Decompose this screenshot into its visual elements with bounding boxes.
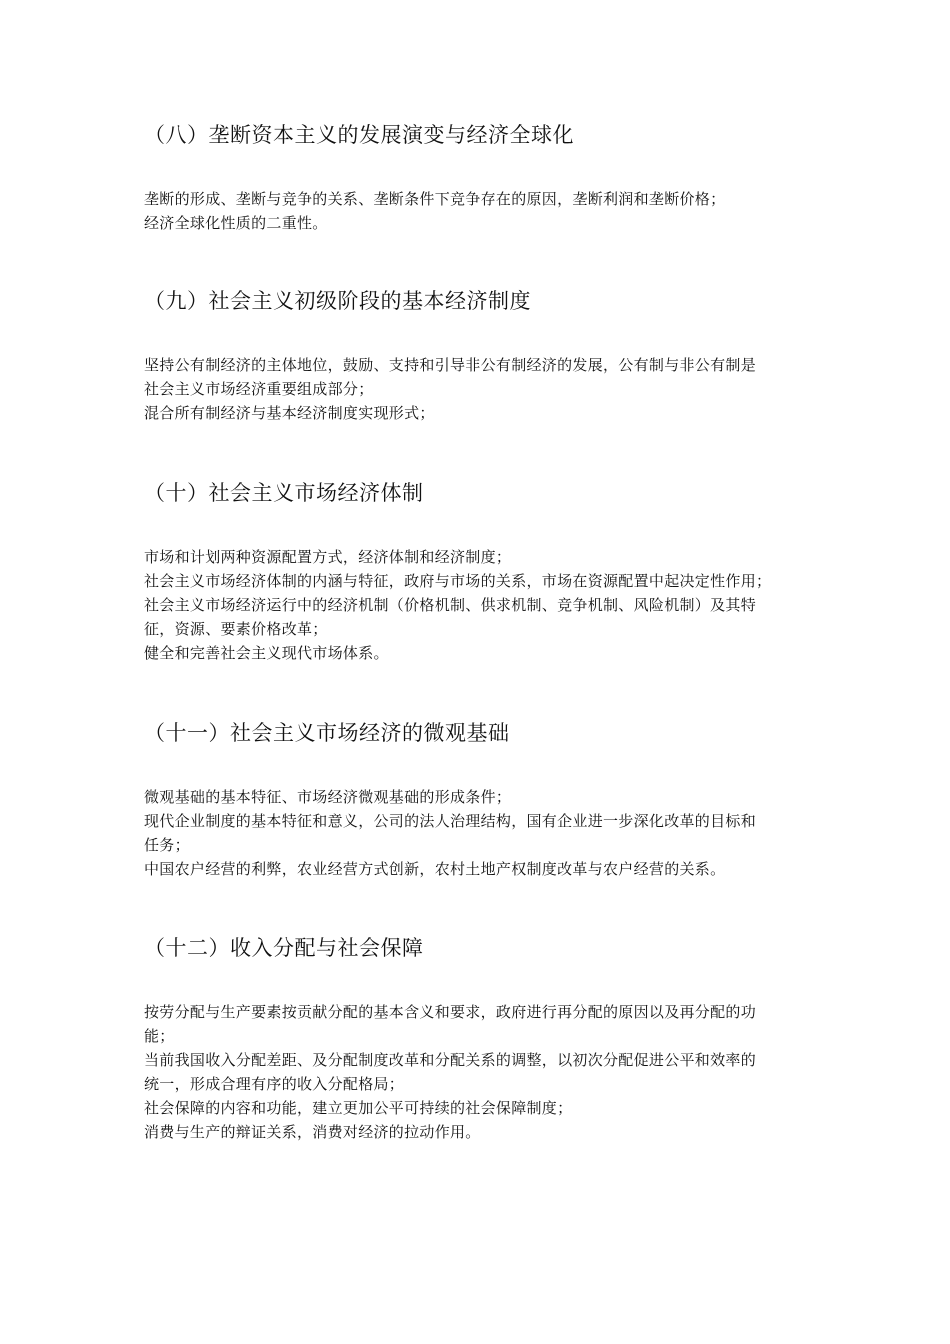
section-micro-foundation (144, 719, 814, 878)
body-line: 社会保障的内容和功能，建立更加公平可持续的社会保障制度； (144, 1099, 573, 1117)
body-line: 任务； (144, 836, 190, 854)
body-line: 能； (144, 1027, 175, 1045)
section-body (144, 187, 725, 235)
section-body (144, 785, 756, 881)
body-line: 社会主义市场经济重要组成部分； (144, 380, 374, 398)
body-line: 垄断的形成、垄断与竞争的关系、垄断条件下竞争存在的原因，垄断利润和垄断价格； (144, 190, 726, 208)
body-line: 当前我国收入分配差距、及分配制度改革和分配关系的调整，以初次分配促进公平和效率的 (144, 1051, 757, 1069)
body-line: 消费与生产的辩证关系，消费对经济的拉动作用。 (144, 1123, 481, 1141)
body-line: 坚持公有制经济的主体地位，鼓励、支持和引导非公有制经济的发展，公有制与非公有制是 (144, 356, 757, 374)
body-line: 经济全球化性质的二重性。 (144, 214, 328, 232)
body-line: 混合所有制经济与基本经济制度实现形式； (144, 404, 435, 422)
section-market-economy-system (144, 479, 814, 662)
section-body (144, 545, 771, 665)
body-line: 社会主义市场经济体制的内涵与特征，政府与市场的关系，市场在资源配置中起决定性作用； (144, 572, 772, 590)
body-line: 按劳分配与生产要素按贡献分配的基本含义和要求，政府进行再分配的原因以及再分配的功 (144, 1003, 757, 1021)
body-line: 市场和计划两种资源配置方式，经济体制和经济制度； (144, 548, 512, 566)
body-line: 社会主义市场经济运行中的经济机制（价格机制、供求机制、竞争机制、风险机制）及其特 (144, 596, 757, 614)
body-line: 统一，形成合理有序的收入分配格局； (144, 1075, 405, 1093)
body-line: 征，资源、要素价格改革； (144, 620, 328, 638)
section-monopoly-capitalism (144, 121, 814, 232)
body-line: 中国农户经营的利弊，农业经营方式创新，农村土地产权制度改革与农户经营的关系。 (144, 860, 726, 878)
section-heading: （十）社会主义市场经济体制 (144, 481, 424, 505)
section-body (144, 353, 756, 425)
section-income-distribution (144, 934, 814, 1141)
section-body (144, 1000, 756, 1144)
body-line: 健全和完善社会主义现代市场体系。 (144, 644, 389, 662)
body-line: 微观基础的基本特征、市场经济微观基础的形成条件； (144, 788, 512, 806)
section-heading: （九）社会主义初级阶段的基本经济制度 (144, 289, 531, 313)
section-heading: （十一）社会主义市场经济的微观基础 (144, 721, 510, 745)
section-basic-economic-system (144, 287, 814, 422)
section-heading: （十二）收入分配与社会保障 (144, 936, 424, 960)
body-line: 现代企业制度的基本特征和意义，公司的法人治理结构，国有企业进一步深化改革的目标和 (144, 812, 757, 830)
section-heading: （八）垄断资本主义的发展演变与经济全球化 (144, 123, 574, 147)
